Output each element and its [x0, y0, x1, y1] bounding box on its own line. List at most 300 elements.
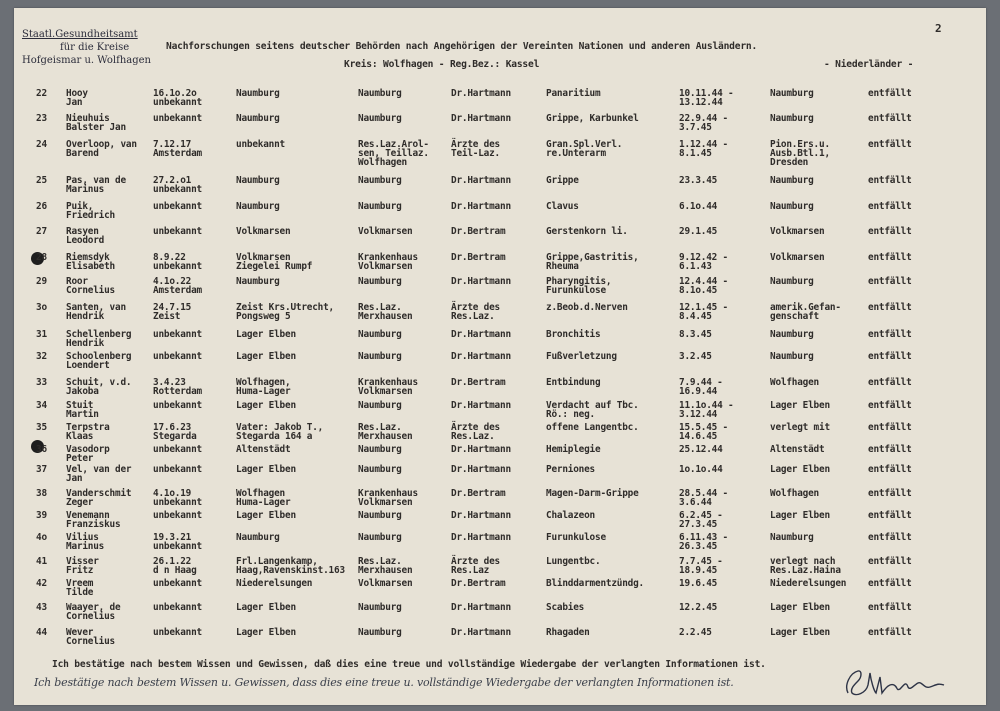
cell-doctor: Dr.Hartmann: [451, 113, 511, 124]
cell-diag: Rheuma: [546, 261, 579, 272]
cell-name: Roor: [66, 276, 88, 287]
cell-doctor: Dr.Hartmann: [451, 276, 511, 287]
cell-nr: 39: [36, 510, 47, 521]
cell-dest: Lager Elben: [770, 627, 830, 638]
cell-home: Lager Elben: [236, 351, 296, 362]
cell-nr: 34: [36, 400, 47, 411]
cell-place: Res.Laz.: [358, 556, 402, 567]
cell-name: Tilde: [66, 587, 94, 598]
cell-name: Jan: [66, 97, 83, 108]
cell-home: Naumburg: [236, 532, 280, 543]
cell-diag: Grippe,Gastritis,: [546, 252, 639, 263]
cell-dates: 6.11.43 -: [679, 532, 728, 543]
district-line: Kreis: Wolfhagen - Reg.Bez.: Kassel: [344, 59, 540, 70]
cell-dates: 12.4.44 -: [679, 276, 728, 287]
cell-dest: Wolfhagen: [770, 377, 819, 388]
cell-birth: 8.9.22: [153, 252, 186, 263]
cell-note: entfällt: [868, 444, 912, 455]
cell-dates: 6.1.43: [679, 261, 712, 272]
cell-diag: Chalazeon: [546, 510, 595, 521]
cell-doctor: Res.Laz.: [451, 431, 495, 442]
cell-name: Fritz: [66, 565, 94, 576]
cell-note: entfällt: [868, 422, 912, 433]
cell-birth: unbekannt: [153, 329, 202, 340]
cell-doctor: Res.Laz: [451, 565, 490, 576]
cell-place: Naumburg: [358, 175, 402, 186]
cell-nr: 29: [36, 276, 47, 287]
cell-diag: Entbindung: [546, 377, 601, 388]
cell-diag: re.Unterarm: [546, 148, 606, 159]
cell-dest: Volkmarsen: [770, 252, 825, 263]
cell-name: Martin: [66, 409, 99, 420]
cell-name: Venemann: [66, 510, 110, 521]
cell-dates: 15.5.45 -: [679, 422, 728, 433]
cell-birth: Amsterdam: [153, 148, 202, 159]
cell-birth: Stegarda: [153, 431, 197, 442]
cell-note: entfällt: [868, 627, 912, 638]
cell-dest: verlegt mit: [770, 422, 830, 433]
cell-doctor: Dr.Hartmann: [451, 88, 511, 99]
cell-diag: Clavus: [546, 201, 579, 212]
cell-dest: Naumburg: [770, 351, 814, 362]
cell-nr: 37: [36, 464, 47, 475]
cell-name: Overloop, van: [66, 139, 137, 150]
cell-dates: 26.3.45: [679, 541, 718, 552]
cell-name: Marinus: [66, 184, 105, 195]
cell-birth: unbekannt: [153, 201, 202, 212]
cell-birth: 16.1o.2o: [153, 88, 197, 99]
cell-birth: unbekannt: [153, 351, 202, 362]
cell-note: entfällt: [868, 252, 912, 263]
cell-name: Stuit: [66, 400, 94, 411]
cell-dest: Pion.Ers.u.: [770, 139, 830, 150]
cell-note: entfällt: [868, 201, 912, 212]
cell-place: Naumburg: [358, 400, 402, 411]
cell-dates: 1o.1o.44: [679, 464, 723, 475]
cell-doctor: Ärzte des: [451, 422, 500, 433]
cell-name: Visser: [66, 556, 99, 567]
cell-name: Vreem: [66, 578, 94, 589]
cell-dates: 6.1o.44: [679, 201, 718, 212]
cell-name: Jan: [66, 473, 83, 484]
cell-home: Ziegelei Rumpf: [236, 261, 313, 272]
cell-doctor: Dr.Bertram: [451, 488, 506, 499]
cell-home: Lager Elben: [236, 510, 296, 521]
cell-dest: Niederelsungen: [770, 578, 847, 589]
cell-dates: 12.2.45: [679, 602, 718, 613]
cell-place: sen, Teillaz.: [358, 148, 429, 159]
cell-nr: 24: [36, 139, 47, 150]
cell-diag: Pharyngitis,: [546, 276, 612, 287]
cell-dates: 8.4.45: [679, 311, 712, 322]
cell-dates: 18.9.45: [679, 565, 718, 576]
cell-home: Volkmarsen: [236, 252, 291, 263]
cell-dates: 22.9.44 -: [679, 113, 728, 124]
cell-diag: Gran.Spl.Verl.: [546, 139, 623, 150]
cell-birth: unbekannt: [153, 510, 202, 521]
cell-home: Stegarda 164 a: [236, 431, 313, 442]
cell-place: Krankenhaus: [358, 377, 418, 388]
cell-birth: 24.7.15: [153, 302, 192, 313]
cell-dest: Naumburg: [770, 276, 814, 287]
cell-home: Volkmarsen: [236, 226, 291, 237]
cell-birth: 17.6.23: [153, 422, 192, 433]
cell-note: entfällt: [868, 532, 912, 543]
cell-dates: 23.3.45: [679, 175, 718, 186]
stamp-line-3: Hofgeismar u. Wolfhagen: [22, 55, 151, 66]
cell-note: entfällt: [868, 377, 912, 388]
cell-dates: 6.2.45 -: [679, 510, 723, 521]
cell-name: Barend: [66, 148, 99, 159]
cell-place: Merxhausen: [358, 565, 413, 576]
cell-name: Puik,: [66, 201, 94, 212]
cell-birth: Amsterdam: [153, 285, 202, 296]
cell-home: Wolfhagen,: [236, 377, 291, 388]
cell-doctor: Dr.Bertram: [451, 377, 506, 388]
cell-birth: d n Haag: [153, 565, 197, 576]
cell-nr: 26: [36, 201, 47, 212]
cell-diag: Grippe, Karbunkel: [546, 113, 639, 124]
cell-name: Marinus: [66, 541, 105, 552]
cell-birth: 4.1o.19: [153, 488, 192, 499]
cell-nr: 38: [36, 488, 47, 499]
cell-note: entfällt: [868, 226, 912, 237]
cell-place: Wolfhagen: [358, 157, 407, 168]
cell-name: Schuit, v.d.: [66, 377, 132, 388]
cell-place: Res.Laz.Arol-: [358, 139, 429, 150]
cell-home: Wolfhagen: [236, 488, 285, 499]
cell-home: Haag,Ravenskinst.163: [236, 565, 345, 576]
cell-dest: Naumburg: [770, 201, 814, 212]
cell-dates: 14.6.45: [679, 431, 718, 442]
cell-name: Cornelius: [66, 636, 115, 647]
cell-dest: Altenstädt: [770, 444, 825, 455]
cell-name: Friedrich: [66, 210, 115, 221]
cell-doctor: Dr.Hartmann: [451, 400, 511, 411]
cell-dates: 3.12.44: [679, 409, 718, 420]
cell-nr: 4o: [36, 532, 47, 543]
cell-birth: unbekannt: [153, 184, 202, 195]
cell-nr: 25: [36, 175, 47, 186]
cell-birth: unbekannt: [153, 400, 202, 411]
cell-dates: 1.12.44 -: [679, 139, 728, 150]
cell-dest: Lager Elben: [770, 400, 830, 411]
cell-place: Krankenhaus: [358, 252, 418, 263]
cell-birth: unbekannt: [153, 578, 202, 589]
cell-name: Loendert: [66, 360, 110, 371]
cell-doctor: Dr.Hartmann: [451, 627, 511, 638]
cell-diag: Furunkulose: [546, 285, 606, 296]
cell-dest: Volkmarsen: [770, 226, 825, 237]
cell-place: Krankenhaus: [358, 488, 418, 499]
cell-name: Vel, van der: [66, 464, 132, 475]
document-page: [14, 8, 986, 705]
cell-name: Vanderschmit: [66, 488, 132, 499]
cell-dates: 27.3.45: [679, 519, 718, 530]
cell-dest: Naumburg: [770, 532, 814, 543]
cell-name: Jakoba: [66, 386, 99, 397]
cell-name: Elisabeth: [66, 261, 115, 272]
cell-diag: z.Beob.d.Nerven: [546, 302, 628, 313]
cell-dest: verlegt nach: [770, 556, 836, 567]
cell-diag: Verdacht auf Tbc.: [546, 400, 639, 411]
cell-home: Altenstädt: [236, 444, 291, 455]
cell-dates: 8.1.45: [679, 148, 712, 159]
cell-name: Hooy: [66, 88, 88, 99]
cell-dates: 16.9.44: [679, 386, 718, 397]
cell-dates: 10.11.44 -: [679, 88, 734, 99]
cell-birth: unbekannt: [153, 97, 202, 108]
cell-diag: Blinddarmentzündg.: [546, 578, 644, 589]
cell-name: Hendrik: [66, 338, 105, 349]
cell-name: Terpstra: [66, 422, 110, 433]
cell-note: entfällt: [868, 464, 912, 475]
cell-home: Zeist Krs.Utrecht,: [236, 302, 334, 313]
health-office-stamp: [22, 28, 172, 67]
signature: [840, 663, 950, 699]
cell-dest: Naumburg: [770, 175, 814, 186]
cell-doctor: Dr.Hartmann: [451, 329, 511, 340]
cell-place: Naumburg: [358, 329, 402, 340]
cell-name: Schellenberg: [66, 329, 132, 340]
cell-place: Volkmarsen: [358, 226, 413, 237]
cell-place: Merxhausen: [358, 431, 413, 442]
cell-name: Franziskus: [66, 519, 121, 530]
cell-dest: Lager Elben: [770, 464, 830, 475]
cell-diag: Gerstenkorn li.: [546, 226, 628, 237]
cell-place: Res.Laz.: [358, 302, 402, 313]
cell-diag: Rö.: neg.: [546, 409, 595, 420]
cell-home: Huma-Lager: [236, 386, 291, 397]
cell-place: Merxhausen: [358, 311, 413, 322]
cell-dest: Res.Laz.Haina: [770, 565, 841, 576]
cell-note: entfällt: [868, 602, 912, 613]
cell-name: Wever: [66, 627, 94, 638]
cell-home: Lager Elben: [236, 329, 296, 340]
cell-birth: unbekannt: [153, 113, 202, 124]
cell-name: Vilius: [66, 532, 99, 543]
cell-birth: 19.3.21: [153, 532, 192, 543]
cell-birth: unbekannt: [153, 444, 202, 455]
cell-place: Naumburg: [358, 88, 402, 99]
cell-doctor: Res.Laz.: [451, 311, 495, 322]
cell-home: Naumburg: [236, 113, 280, 124]
cell-diag: Panaritium: [546, 88, 601, 99]
cell-birth: unbekannt: [153, 226, 202, 237]
cell-diag: Perniones: [546, 464, 595, 475]
cell-dest: amerik.Gefan-: [770, 302, 841, 313]
cell-doctor: Dr.Hartmann: [451, 510, 511, 521]
cell-note: entfällt: [868, 400, 912, 411]
cell-name: Riemsdyk: [66, 252, 110, 263]
cell-dest: genschaft: [770, 311, 819, 322]
cell-note: entfällt: [868, 276, 912, 287]
cell-note: entfällt: [868, 113, 912, 124]
cell-nr: 28: [36, 252, 47, 263]
cell-dest: Naumburg: [770, 329, 814, 340]
cell-dates: 8.1o.45: [679, 285, 718, 296]
cell-dates: 25.12.44: [679, 444, 723, 455]
cell-name: Rasyen: [66, 226, 99, 237]
cell-birth: 26.1.22: [153, 556, 192, 567]
cell-name: Peter: [66, 453, 94, 464]
cell-place: Naumburg: [358, 510, 402, 521]
cell-place: Naumburg: [358, 201, 402, 212]
cell-name: Leodord: [66, 235, 105, 246]
cell-dates: 28.5.44 -: [679, 488, 728, 499]
cell-dates: 7.7.45 -: [679, 556, 723, 567]
cell-nr: 41: [36, 556, 47, 567]
nationality-label: - Niederländer -: [824, 59, 914, 70]
cell-home: unbekannt: [236, 139, 285, 150]
cell-birth: unbekannt: [153, 541, 202, 552]
cell-note: entfällt: [868, 510, 912, 521]
cell-diag: Fußverletzung: [546, 351, 617, 362]
cell-diag: Hemiplegie: [546, 444, 601, 455]
cell-home: Lager Elben: [236, 464, 296, 475]
cell-place: Naumburg: [358, 532, 402, 543]
cell-dates: 11.1o.44 -: [679, 400, 734, 411]
cell-diag: Furunkulose: [546, 532, 606, 543]
cell-doctor: Ärzte des: [451, 556, 500, 567]
cell-nr: 36: [36, 444, 47, 455]
cell-diag: Scabies: [546, 602, 585, 613]
cell-note: entfällt: [868, 302, 912, 313]
cell-name: Balster Jan: [66, 122, 126, 133]
cell-dates: 7.9.44 -: [679, 377, 723, 388]
cell-doctor: Dr.Bertram: [451, 252, 506, 263]
cell-dest: Dresden: [770, 157, 809, 168]
cell-birth: unbekannt: [153, 627, 202, 638]
cell-nr: 33: [36, 377, 47, 388]
cell-home: Frl.Langenkamp,: [236, 556, 318, 567]
cell-dates: 9.12.42 -: [679, 252, 728, 263]
cell-doctor: Dr.Hartmann: [451, 464, 511, 475]
cell-birth: unbekannt: [153, 602, 202, 613]
cell-doctor: Dr.Hartmann: [451, 175, 511, 186]
cell-name: Zeger: [66, 497, 94, 508]
cell-birth: unbekannt: [153, 261, 202, 272]
cell-name: Waayer, de: [66, 602, 121, 613]
cell-dates: 3.7.45: [679, 122, 712, 133]
cell-name: Santen, van: [66, 302, 126, 313]
cell-birth: 27.2.o1: [153, 175, 192, 186]
cell-birth: unbekannt: [153, 497, 202, 508]
cell-home: Huma-Lager: [236, 497, 291, 508]
cell-doctor: Dr.Hartmann: [451, 532, 511, 543]
cell-home: Pongsweg 5: [236, 311, 291, 322]
cell-place: Naumburg: [358, 602, 402, 613]
cell-note: entfällt: [868, 329, 912, 340]
handwritten-declaration: Ich bestätige nach bestem Wissen u. Gewissen, dass dies eine treue u. vollständige Wiedergabe der verlangten Informationen ist.: [34, 676, 734, 689]
cell-dates: 12.1.45 -: [679, 302, 728, 313]
cell-birth: unbekannt: [153, 464, 202, 475]
cell-dest: Naumburg: [770, 113, 814, 124]
cell-note: entfällt: [868, 175, 912, 186]
cell-place: Res.Laz.: [358, 422, 402, 433]
cell-diag: Grippe: [546, 175, 579, 186]
cell-place: Naumburg: [358, 113, 402, 124]
cell-note: entfällt: [868, 578, 912, 589]
cell-dest: Naumburg: [770, 88, 814, 99]
cell-place: Volkmarsen: [358, 578, 413, 589]
cell-home: Vater: Jakob T.,: [236, 422, 324, 433]
cell-dest: Ausb.Btl.1,: [770, 148, 830, 159]
cell-name: Schoolenberg: [66, 351, 132, 362]
cell-name: Pas, van de: [66, 175, 126, 186]
cell-place: Volkmarsen: [358, 497, 413, 508]
cell-home: Naumburg: [236, 201, 280, 212]
cell-birth: 4.1o.22: [153, 276, 192, 287]
cell-note: entfällt: [868, 556, 912, 567]
cell-dest: Lager Elben: [770, 510, 830, 521]
cell-doctor: Dr.Hartmann: [451, 602, 511, 613]
cell-name: Hendrik: [66, 311, 105, 322]
cell-dates: 2.2.45: [679, 627, 712, 638]
cell-nr: 27: [36, 226, 47, 237]
cell-doctor: Dr.Hartmann: [451, 444, 511, 455]
cell-diag: Magen-Darm-Grippe: [546, 488, 639, 499]
cell-nr: 35: [36, 422, 47, 433]
cell-birth: 3.4.23: [153, 377, 186, 388]
cell-nr: 43: [36, 602, 47, 613]
stamp-line-2: für die Kreise: [60, 42, 130, 53]
cell-place: Naumburg: [358, 464, 402, 475]
cell-home: Naumburg: [236, 175, 280, 186]
typed-declaration: Ich bestätige nach bestem Wissen und Gewissen, daß dies eine treue und vollständige Wiedergabe der verlangten Informationen ist.: [52, 659, 766, 670]
cell-place: Volkmarsen: [358, 386, 413, 397]
cell-name: Cornelius: [66, 611, 115, 622]
page-number: 2: [935, 22, 942, 35]
cell-place: Naumburg: [358, 627, 402, 638]
cell-nr: 31: [36, 329, 47, 340]
cell-place: Volkmarsen: [358, 261, 413, 272]
cell-doctor: Dr.Hartmann: [451, 201, 511, 212]
cell-dest: Wolfhagen: [770, 488, 819, 499]
cell-nr: 42: [36, 578, 47, 589]
cell-doctor: Ärzte des: [451, 139, 500, 150]
cell-dest: Lager Elben: [770, 602, 830, 613]
document-heading: Nachforschungen seitens deutscher Behörden nach Angehörigen der Vereinten Nationen und anderen Ausländern.: [166, 41, 758, 52]
cell-nr: 32: [36, 351, 47, 362]
cell-place: Naumburg: [358, 276, 402, 287]
cell-dates: 8.3.45: [679, 329, 712, 340]
cell-nr: 44: [36, 627, 47, 638]
cell-home: Lager Elben: [236, 602, 296, 613]
cell-dates: 13.12.44: [679, 97, 723, 108]
cell-doctor: Teil-Laz.: [451, 148, 500, 159]
cell-nr: 22: [36, 88, 47, 99]
cell-birth: Rotterdam: [153, 386, 202, 397]
cell-diag: Lungentbc.: [546, 556, 601, 567]
cell-diag: offene Langentbc.: [546, 422, 639, 433]
cell-home: Naumburg: [236, 88, 280, 99]
cell-dates: 19.6.45: [679, 578, 718, 589]
cell-nr: 23: [36, 113, 47, 124]
cell-home: Niederelsungen: [236, 578, 313, 589]
cell-home: Naumburg: [236, 276, 280, 287]
cell-note: entfällt: [868, 488, 912, 499]
cell-doctor: Dr.Bertram: [451, 226, 506, 237]
cell-doctor: Dr.Hartmann: [451, 351, 511, 362]
cell-name: Nieuhuis: [66, 113, 110, 124]
cell-diag: Rhagaden: [546, 627, 590, 638]
cell-doctor: Dr.Bertram: [451, 578, 506, 589]
cell-place: Naumburg: [358, 351, 402, 362]
cell-dates: 3.6.44: [679, 497, 712, 508]
cell-home: Lager Elben: [236, 400, 296, 411]
cell-note: entfällt: [868, 351, 912, 362]
